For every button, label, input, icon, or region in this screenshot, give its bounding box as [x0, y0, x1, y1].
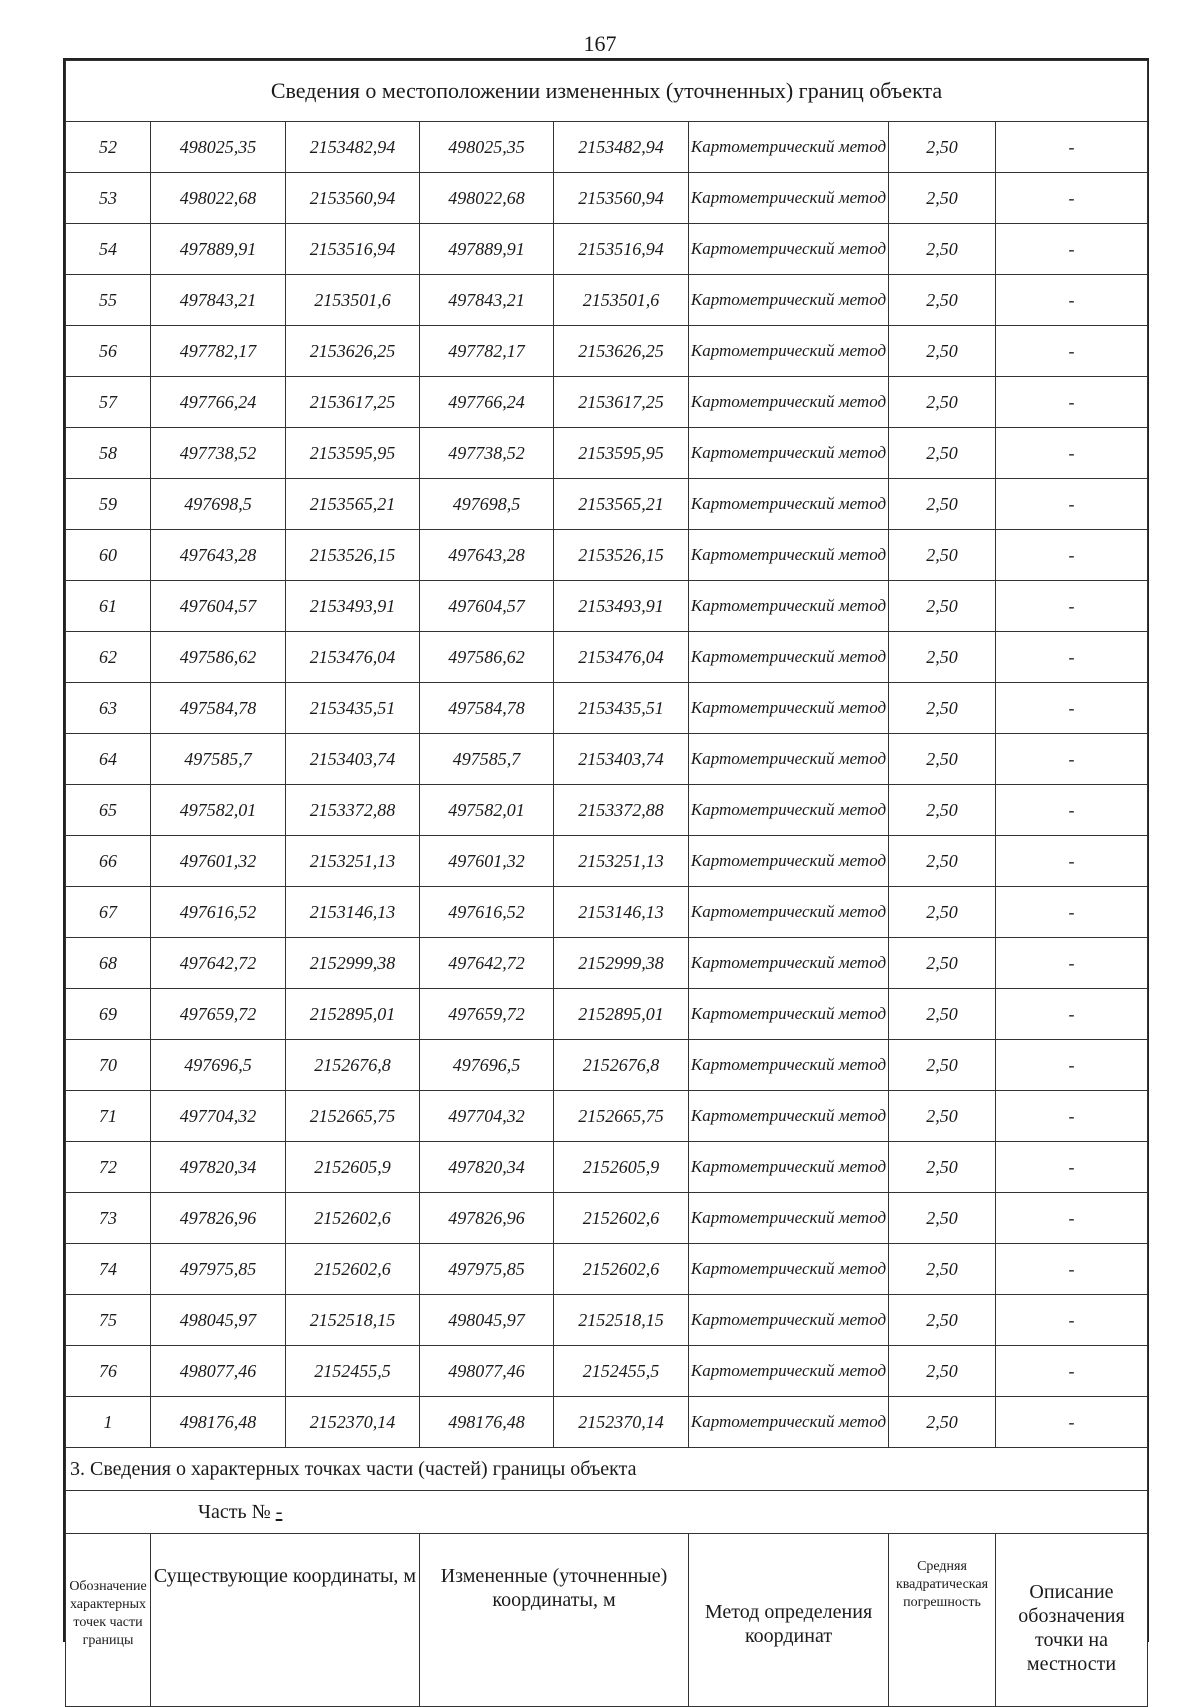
cell-description: - [996, 1040, 1148, 1091]
part-number-cell [66, 1491, 1148, 1534]
cell-description: - [996, 785, 1148, 836]
cell-changed-x: 497975,85 [420, 1244, 554, 1295]
cell-method: Картометрический метод [689, 734, 889, 785]
table-row [66, 989, 1148, 1040]
cell-existing-x: 497738,52 [151, 428, 286, 479]
table-row [66, 1244, 1148, 1295]
cell-existing-x: 497704,32 [151, 1091, 286, 1142]
header-designation: Обозначение характерных точек части границы [66, 1534, 151, 1707]
cell-changed-y: 2152676,8 [554, 1040, 689, 1091]
header-existing-coords: Существующие координаты, м [151, 1534, 420, 1707]
cell-method: Картометрический метод [689, 122, 889, 173]
cell-point-number: 63 [66, 683, 151, 734]
cell-changed-x: 497582,01 [420, 785, 554, 836]
cell-point-number: 65 [66, 785, 151, 836]
cell-mean-error: 2,50 [889, 1142, 996, 1193]
cell-changed-x: 497601,32 [420, 836, 554, 887]
cell-changed-y: 2153482,94 [554, 122, 689, 173]
cell-method: Картометрический метод [689, 224, 889, 275]
cell-changed-y: 2153251,13 [554, 836, 689, 887]
cell-mean-error: 2,50 [889, 683, 996, 734]
boundary-points-table [65, 60, 1148, 1707]
cell-point-number: 66 [66, 836, 151, 887]
cell-existing-x: 497782,17 [151, 326, 286, 377]
cell-mean-error: 2,50 [889, 887, 996, 938]
cell-description: - [996, 581, 1148, 632]
cell-existing-x: 498077,46 [151, 1346, 286, 1397]
cell-method: Картометрический метод [689, 1142, 889, 1193]
cell-existing-y: 2152602,6 [286, 1193, 420, 1244]
cell-changed-x: 497584,78 [420, 683, 554, 734]
cell-existing-y: 2153251,13 [286, 836, 420, 887]
cell-method: Картометрический метод [689, 428, 889, 479]
cell-point-number: 69 [66, 989, 151, 1040]
table-row [66, 377, 1148, 428]
cell-mean-error: 2,50 [889, 734, 996, 785]
cell-changed-x: 498045,97 [420, 1295, 554, 1346]
header-changed-coords: Измененные (уточненные) координаты, м [420, 1534, 689, 1707]
cell-existing-x: 497889,91 [151, 224, 286, 275]
cell-existing-y: 2153626,25 [286, 326, 420, 377]
section3-title-row [66, 1448, 1148, 1491]
cell-changed-y: 2153372,88 [554, 785, 689, 836]
cell-changed-y: 2153560,94 [554, 173, 689, 224]
part-label: Часть № [198, 1500, 271, 1523]
table-row [66, 326, 1148, 377]
cell-mean-error: 2,50 [889, 173, 996, 224]
cell-point-number: 60 [66, 530, 151, 581]
cell-point-number: 1 [66, 1397, 151, 1448]
cell-existing-y: 2152602,6 [286, 1244, 420, 1295]
cell-changed-y: 2153516,94 [554, 224, 689, 275]
cell-description: - [996, 224, 1148, 275]
cell-existing-y: 2153403,74 [286, 734, 420, 785]
cell-method: Картометрический метод [689, 632, 889, 683]
table-row [66, 1142, 1148, 1193]
cell-existing-x: 497698,5 [151, 479, 286, 530]
cell-method: Картометрический метод [689, 275, 889, 326]
cell-description: - [996, 1193, 1148, 1244]
table-row [66, 1193, 1148, 1244]
cell-method: Картометрический метод [689, 1295, 889, 1346]
table-row [66, 1091, 1148, 1142]
cell-changed-y: 2152602,6 [554, 1244, 689, 1295]
cell-mean-error: 2,50 [889, 836, 996, 887]
cell-changed-y: 2152999,38 [554, 938, 689, 989]
cell-existing-y: 2153482,94 [286, 122, 420, 173]
cell-method: Картометрический метод [689, 530, 889, 581]
cell-point-number: 61 [66, 581, 151, 632]
table-title-row [66, 61, 1148, 122]
cell-method: Картометрический метод [689, 1040, 889, 1091]
table-row [66, 530, 1148, 581]
table-row [66, 428, 1148, 479]
table-row [66, 632, 1148, 683]
cell-description: - [996, 734, 1148, 785]
cell-description: - [996, 1295, 1148, 1346]
cell-changed-x: 498022,68 [420, 173, 554, 224]
cell-mean-error: 2,50 [889, 1397, 996, 1448]
cell-method: Картометрический метод [689, 326, 889, 377]
cell-point-number: 55 [66, 275, 151, 326]
table-row [66, 275, 1148, 326]
cell-method: Картометрический метод [689, 989, 889, 1040]
cell-description: - [996, 1142, 1148, 1193]
cell-description: - [996, 938, 1148, 989]
cell-existing-y: 2153476,04 [286, 632, 420, 683]
cell-changed-x: 497704,32 [420, 1091, 554, 1142]
cell-point-number: 67 [66, 887, 151, 938]
section3-title: 3. Сведения о характерных точках части (частей) границы объекта [66, 1448, 1148, 1491]
cell-mean-error: 2,50 [889, 122, 996, 173]
cell-mean-error: 2,50 [889, 530, 996, 581]
cell-changed-x: 497766,24 [420, 377, 554, 428]
cell-existing-y: 2152370,14 [286, 1397, 420, 1448]
cell-existing-y: 2153372,88 [286, 785, 420, 836]
cell-existing-x: 497584,78 [151, 683, 286, 734]
cell-existing-x: 497659,72 [151, 989, 286, 1040]
cell-method: Картометрический метод [689, 785, 889, 836]
cell-existing-x: 498045,97 [151, 1295, 286, 1346]
cell-description: - [996, 887, 1148, 938]
cell-point-number: 54 [66, 224, 151, 275]
table-row [66, 683, 1148, 734]
cell-existing-x: 497843,21 [151, 275, 286, 326]
cell-point-number: 74 [66, 1244, 151, 1295]
cell-existing-y: 2153617,25 [286, 377, 420, 428]
cell-changed-y: 2152602,6 [554, 1193, 689, 1244]
part-value: - [275, 1500, 283, 1523]
cell-description: - [996, 1091, 1148, 1142]
cell-description: - [996, 122, 1148, 173]
table-row [66, 479, 1148, 530]
cell-existing-x: 497582,01 [151, 785, 286, 836]
cell-existing-x: 498022,68 [151, 173, 286, 224]
cell-mean-error: 2,50 [889, 326, 996, 377]
cell-existing-y: 2152676,8 [286, 1040, 420, 1091]
table-row [66, 224, 1148, 275]
cell-existing-y: 2153565,21 [286, 479, 420, 530]
cell-changed-y: 2152895,01 [554, 989, 689, 1040]
cell-changed-x: 497698,5 [420, 479, 554, 530]
cell-method: Картометрический метод [689, 479, 889, 530]
cell-changed-y: 2153626,25 [554, 326, 689, 377]
cell-changed-x: 497782,17 [420, 326, 554, 377]
cell-mean-error: 2,50 [889, 632, 996, 683]
cell-changed-x: 497586,62 [420, 632, 554, 683]
cell-point-number: 62 [66, 632, 151, 683]
cell-description: - [996, 989, 1148, 1040]
cell-changed-x: 497659,72 [420, 989, 554, 1040]
cell-changed-y: 2153595,95 [554, 428, 689, 479]
cell-description: - [996, 530, 1148, 581]
cell-existing-y: 2153526,15 [286, 530, 420, 581]
cell-existing-x: 498176,48 [151, 1397, 286, 1448]
cell-point-number: 72 [66, 1142, 151, 1193]
cell-mean-error: 2,50 [889, 1244, 996, 1295]
cell-existing-x: 497826,96 [151, 1193, 286, 1244]
cell-method: Картометрический метод [689, 1397, 889, 1448]
cell-point-number: 68 [66, 938, 151, 989]
cell-changed-y: 2153565,21 [554, 479, 689, 530]
cell-method: Картометрический метод [689, 173, 889, 224]
cell-method: Картометрический метод [689, 836, 889, 887]
cell-mean-error: 2,50 [889, 785, 996, 836]
cell-mean-error: 2,50 [889, 938, 996, 989]
cell-existing-x: 498025,35 [151, 122, 286, 173]
cell-changed-y: 2153617,25 [554, 377, 689, 428]
cell-changed-y: 2153493,91 [554, 581, 689, 632]
cell-changed-y: 2152518,15 [554, 1295, 689, 1346]
cell-existing-x: 497820,34 [151, 1142, 286, 1193]
cell-existing-y: 2153560,94 [286, 173, 420, 224]
cell-existing-x: 497616,52 [151, 887, 286, 938]
cell-existing-x: 497975,85 [151, 1244, 286, 1295]
header-description: Описание обозначения точки на местности [996, 1534, 1148, 1707]
cell-mean-error: 2,50 [889, 428, 996, 479]
cell-point-number: 56 [66, 326, 151, 377]
cell-point-number: 73 [66, 1193, 151, 1244]
cell-point-number: 59 [66, 479, 151, 530]
cell-mean-error: 2,50 [889, 224, 996, 275]
cell-point-number: 70 [66, 1040, 151, 1091]
cell-description: - [996, 173, 1148, 224]
cell-existing-y: 2152605,9 [286, 1142, 420, 1193]
cell-changed-x: 497889,91 [420, 224, 554, 275]
table-title: Сведения о местоположении измененных (уточненных) границ объекта [66, 61, 1148, 122]
cell-changed-x: 497642,72 [420, 938, 554, 989]
document-table-frame [63, 58, 1149, 1675]
table-row [66, 581, 1148, 632]
cell-changed-y: 2152370,14 [554, 1397, 689, 1448]
cell-point-number: 53 [66, 173, 151, 224]
cell-method: Картометрический метод [689, 887, 889, 938]
table-row [66, 173, 1148, 224]
cell-mean-error: 2,50 [889, 989, 996, 1040]
cell-existing-x: 497586,62 [151, 632, 286, 683]
part-number-row [66, 1491, 1148, 1534]
cell-existing-y: 2152455,5 [286, 1346, 420, 1397]
cell-point-number: 71 [66, 1091, 151, 1142]
cell-point-number: 57 [66, 377, 151, 428]
cell-changed-x: 498176,48 [420, 1397, 554, 1448]
cell-method: Картометрический метод [689, 581, 889, 632]
cell-mean-error: 2,50 [889, 1193, 996, 1244]
cell-description: - [996, 836, 1148, 887]
table-row [66, 1346, 1148, 1397]
table-row [66, 122, 1148, 173]
cell-method: Картометрический метод [689, 1193, 889, 1244]
cell-description: - [996, 377, 1148, 428]
cell-existing-y: 2153146,13 [286, 887, 420, 938]
cell-changed-x: 497604,57 [420, 581, 554, 632]
cell-existing-y: 2152518,15 [286, 1295, 420, 1346]
cell-description: - [996, 428, 1148, 479]
table-row [66, 734, 1148, 785]
cell-description: - [996, 479, 1148, 530]
cell-method: Картометрический метод [689, 1346, 889, 1397]
cell-mean-error: 2,50 [889, 479, 996, 530]
cell-description: - [996, 1397, 1148, 1448]
cell-changed-y: 2153526,15 [554, 530, 689, 581]
table-row [66, 836, 1148, 887]
cell-method: Картометрический метод [689, 938, 889, 989]
cell-changed-x: 497820,34 [420, 1142, 554, 1193]
section3-header-row [66, 1534, 1148, 1707]
cell-changed-x: 498025,35 [420, 122, 554, 173]
cell-existing-x: 497643,28 [151, 530, 286, 581]
cell-changed-y: 2152665,75 [554, 1091, 689, 1142]
cell-existing-y: 2153595,95 [286, 428, 420, 479]
cell-existing-x: 497585,7 [151, 734, 286, 785]
cell-mean-error: 2,50 [889, 1040, 996, 1091]
table-row [66, 1040, 1148, 1091]
cell-changed-x: 497826,96 [420, 1193, 554, 1244]
cell-mean-error: 2,50 [889, 1346, 996, 1397]
cell-changed-x: 497585,7 [420, 734, 554, 785]
cell-mean-error: 2,50 [889, 1091, 996, 1142]
table-row [66, 887, 1148, 938]
cell-changed-y: 2153146,13 [554, 887, 689, 938]
table-row [66, 1397, 1148, 1448]
cell-method: Картометрический метод [689, 1091, 889, 1142]
cell-changed-x: 497738,52 [420, 428, 554, 479]
cell-existing-x: 497766,24 [151, 377, 286, 428]
cell-point-number: 64 [66, 734, 151, 785]
cell-existing-x: 497642,72 [151, 938, 286, 989]
cell-existing-x: 497696,5 [151, 1040, 286, 1091]
cell-changed-x: 497643,28 [420, 530, 554, 581]
cell-existing-x: 497601,32 [151, 836, 286, 887]
cell-mean-error: 2,50 [889, 1295, 996, 1346]
cell-mean-error: 2,50 [889, 275, 996, 326]
cell-description: - [996, 1244, 1148, 1295]
cell-changed-y: 2152455,5 [554, 1346, 689, 1397]
cell-existing-x: 497604,57 [151, 581, 286, 632]
cell-description: - [996, 1346, 1148, 1397]
cell-existing-y: 2153501,6 [286, 275, 420, 326]
cell-changed-y: 2153501,6 [554, 275, 689, 326]
cell-method: Картометрический метод [689, 683, 889, 734]
cell-existing-y: 2153435,51 [286, 683, 420, 734]
page-number: 167 [583, 31, 617, 56]
cell-method: Картометрический метод [689, 1244, 889, 1295]
cell-changed-x: 497843,21 [420, 275, 554, 326]
cell-method: Картометрический метод [689, 377, 889, 428]
cell-point-number: 52 [66, 122, 151, 173]
cell-mean-error: 2,50 [889, 581, 996, 632]
table-row [66, 1295, 1148, 1346]
cell-description: - [996, 632, 1148, 683]
cell-existing-y: 2152895,01 [286, 989, 420, 1040]
table-row [66, 785, 1148, 836]
table-row [66, 938, 1148, 989]
cell-existing-y: 2152665,75 [286, 1091, 420, 1142]
cell-existing-y: 2153516,94 [286, 224, 420, 275]
cell-changed-x: 497696,5 [420, 1040, 554, 1091]
cell-existing-y: 2153493,91 [286, 581, 420, 632]
cell-changed-y: 2153403,74 [554, 734, 689, 785]
cell-changed-x: 497616,52 [420, 887, 554, 938]
header-method: Метод определения координат [689, 1534, 889, 1707]
cell-existing-y: 2152999,38 [286, 938, 420, 989]
cell-point-number: 76 [66, 1346, 151, 1397]
cell-changed-y: 2152605,9 [554, 1142, 689, 1193]
cell-description: - [996, 326, 1148, 377]
cell-mean-error: 2,50 [889, 377, 996, 428]
cell-point-number: 58 [66, 428, 151, 479]
cell-description: - [996, 683, 1148, 734]
cell-description: - [996, 275, 1148, 326]
cell-changed-x: 498077,46 [420, 1346, 554, 1397]
cell-changed-y: 2153435,51 [554, 683, 689, 734]
header-error: Средняя квадратическая погрешность [889, 1534, 996, 1707]
cell-changed-y: 2153476,04 [554, 632, 689, 683]
cell-point-number: 75 [66, 1295, 151, 1346]
